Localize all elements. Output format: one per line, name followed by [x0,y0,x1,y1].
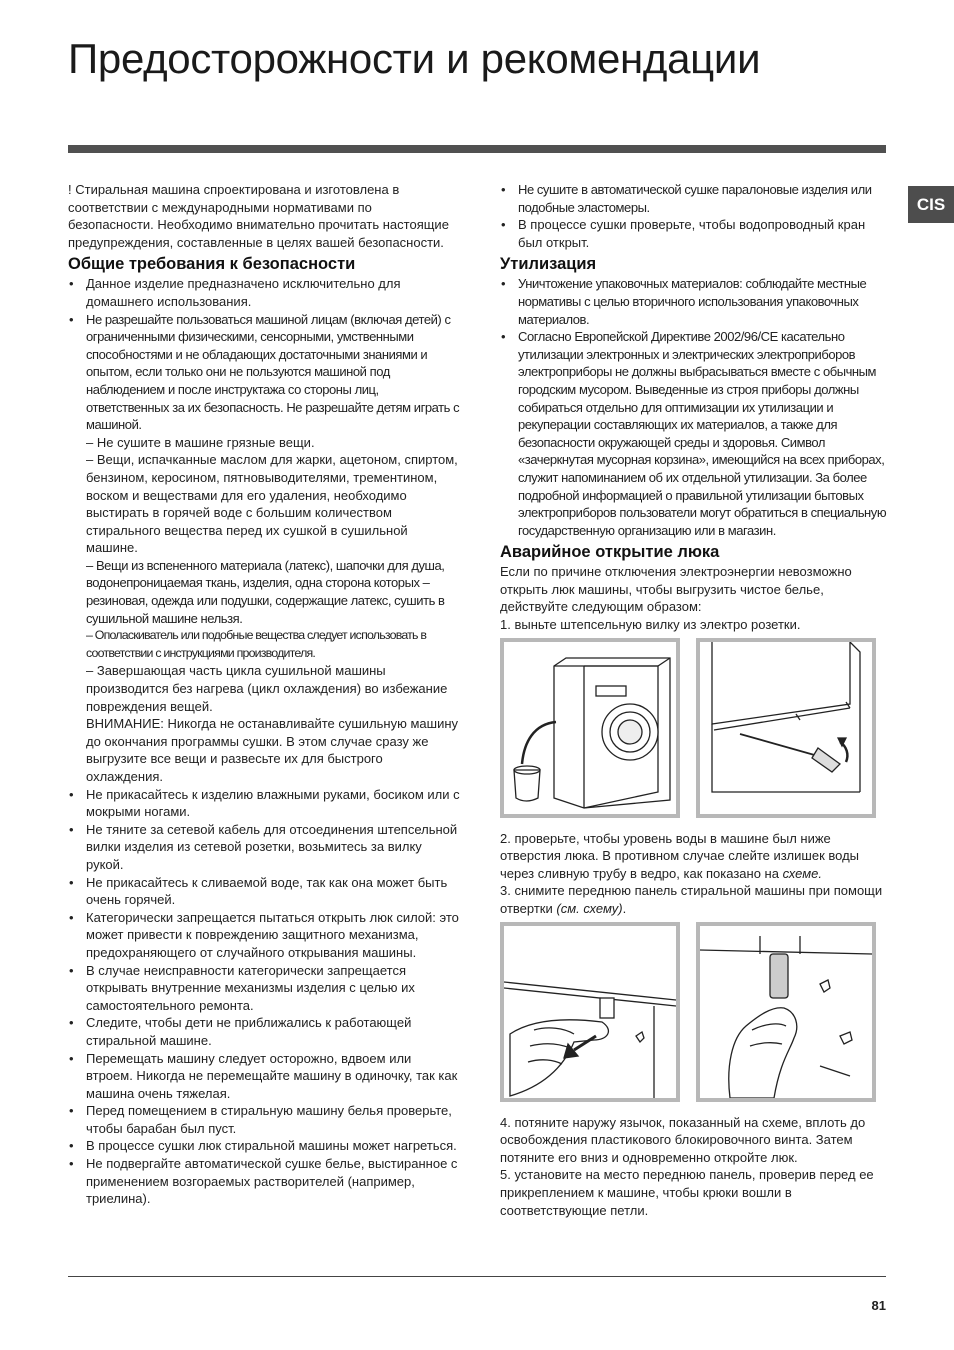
list-item: • Не сушите в автоматической сушке паралоновые изделия или подобные эластомеры. [500,181,890,216]
list-item: • Категорически запрещается пытаться открыть люк силой: это может привести к повреждению защитного механизма, предохраняющего от случайного открывания машины. [68,909,460,962]
screwdriver-illustration [700,642,872,814]
sub-item: – Вещи из вспененного материала (латекс), шапочки для душа, водонепроницаемая ткань, изделия, одна сторона которых – резиновая, одежда или подушки, содержащие латекс, сушить в сушильной машине нельзя. [86,557,445,626]
list-item: • Следите, чтобы дети не приближались к работающей стиральной машине. [68,1014,460,1049]
list-item: • Перемещать машину следует осторожно, вдвоем или втроем. Никогда не перемещайте машину в одиночку, так как машина очень тяжелая. [68,1050,460,1103]
sub-item: – Вещи, испачканные маслом для жарки, ацетоном, спиртом, бензином, керосином, пятновыводителями, трементином, воском и веществами для его удаления, необходимо выстирать в горячей воде с большим количеством стирального вещества перед их сушкой в сушильной машине. [86,452,458,556]
panel-screwdriver-diagram [696,638,876,818]
sub-item: – Не сушите в машине грязные вещи. [86,434,315,450]
step-5: 5. установите на место переднюю панель, проверив перед ее прикреплением к машине, чтобы крюки вошли в соответствующие петли. [500,1167,874,1218]
list-item-text: • Не разрешайте пользоваться машиной лицам (включая детей) с ограниченными физическими, сенсорными, умственными способностями и не обладающих достаточными знаниями и опытом, если только они не пользуются машиной под наблюдением и после инструктажа со стороны лиц, ответственных за их безопасность. Не разрешайте детям играть с машиной. [86,311,460,433]
step-3-end: . [622,901,627,917]
list-item: • В процессе сушки проверьте, чтобы водопроводный кран был открыт. [500,216,890,251]
step-3 [500,882,890,917]
pull-tab-illustration [504,926,676,1098]
safety-heading: Общие требования к безопасности [68,255,356,274]
sub-item: – Ополаскиватель или подобные вещества следует использовать в соответствии с инструкциями производителя. [86,628,427,660]
page-number: 81 [871,1298,886,1313]
intro-paragraph: ! Стиральная машина спроектирована и изготовлена в соответствии с международными нормативами по безопасности. Необходимо внимательно прочитать настоящие предупреждения, составленные в целях вашей безопасности. [68,182,449,250]
list-item: • Согласно Европейской Директиве 2002/96/CE касательно утилизации электронных и электрических электроприборов электроприборы не должны выбрасываться вместе с обычным городским мусором. Выведенные из строя приборы должны собираться отдельно для оптимизации их утилизации и рекуперации составляющих их материалов, а также для безопасности окружающей среды и здоровья. Символ «зачеркнутая мусорная корзина», имеющийся на всех приборах, служит напоминанием об их отдельной утилизации. За более подробной информацией о правильной утилизации бытовых электроприборов пользователи могут обратиться в специальную государственную организацию или в магазин. [500,328,890,539]
list-item: • Данное изделие предназначено исключительно для домашнего использования. [68,275,460,310]
list-item: • Не прикасайтесь к изделию влажными руками, босиком или с мокрыми ногами. [68,786,460,821]
language-tab: CIS [908,186,954,223]
step-2-italic: схеме. [782,865,822,881]
list-item: • В случае неисправности категорически запрещается открывать внутренние механизмы изделия с целью их самостоятельного ремонта. [68,962,460,1015]
list-item: • Не тяните за сетевой кабель для отсоединения штепсельной вилки изделия из сетевой розетки, возьмитесь за вилку рукой. [68,821,460,874]
list-item: • Не подвергайте автоматической сушке белье, выстиранное с применением возгораемых растворителей (например, триелина). [68,1155,460,1208]
emergency-intro: Если по причине отключения электроэнергии невозможно открыть люк машины, чтобы выгрузить чистое белье, действуйте следующим образом: [500,564,852,615]
step-2 [500,830,890,883]
footer-rule [68,1276,886,1277]
step-4: 4. потяните наружу язычок, показанный на схеме, вплоть до освобождения пластикового блокировочного винта. Затем потяните его вниз и одновременно откройте люк. [500,1114,866,1165]
left-column [68,181,460,1208]
list-item: • Не прикасайтесь к сливаемой воде, так как она может быть очень горячей. [68,874,460,909]
page-title: Предосторожности и рекомендации [68,35,761,82]
disposal-list [500,275,890,539]
list-item: • В процессе сушки люк стиральной машины может нагреться. [68,1137,460,1155]
safety-list [68,275,460,1207]
step-3-italic: (см. схему) [556,901,623,917]
list-item: • Перед помещением в стиральную машину белья проверьте, чтобы барабан был пуст. [68,1102,460,1137]
pull-tab-diagram [500,922,680,1102]
sub-item: – Завершающая часть цикла сушильной машины производится без нагрева (цикл охлаждения) во избежание повреждения вещей. [86,663,448,714]
washer-drain-diagram [500,638,680,818]
screw-release-illustration [700,926,872,1098]
screw-release-diagram [696,922,876,1102]
right-column [500,181,890,1219]
diagram-row-2 [500,922,876,1102]
step-2-text: 2. проверьте, чтобы уровень воды в машине был ниже отверстия люка. В противном случае слейте излишек воды через сливную трубу в ведро, как показано на [500,830,859,881]
diagram-row-1 [500,638,876,818]
washer-drain-illustration [504,642,676,814]
warning-text: ВНИМАНИЕ: Никогда не останавливайте сушильную машину до окончания программы сушки. В этом случае сразу же выгрузите все вещи и развесьте их для быстрого охлаждения. [86,716,459,784]
title-underline [68,145,886,153]
emergency-heading: Аварийное открытие люка [500,543,720,562]
disposal-heading: Утилизация [500,255,597,274]
step-3-text: 3. снимите переднюю панель стиральной машины при помощи отвертки [500,883,883,917]
list-item: • Уничтожение упаковочных материалов: соблюдайте местные нормативы с целью вторичного использования упаковочных материалов. [500,275,890,328]
step-1: 1. выньте штепсельную вилку из электро розетки. [500,617,801,633]
list-item [68,311,460,786]
drying-list [500,181,890,251]
